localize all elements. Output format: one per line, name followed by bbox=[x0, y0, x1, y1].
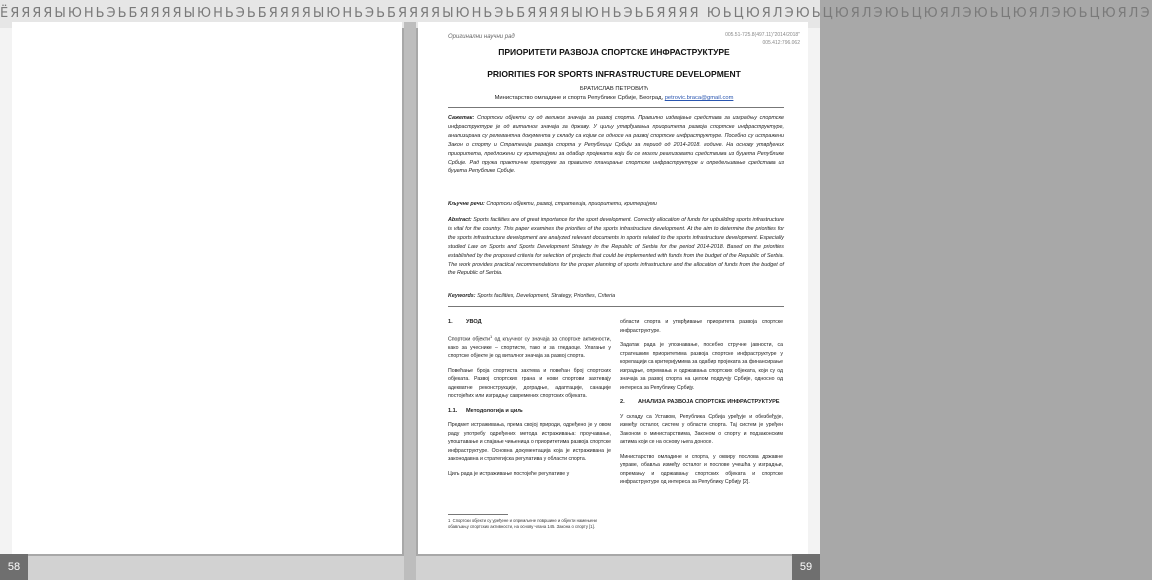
abstract-english-label: Abstract bbox=[448, 217, 470, 223]
udc-line-1: 005.51-725.8(497.11)"2014/2018" bbox=[725, 32, 800, 38]
keywords-serbian-label: Кључне речи bbox=[448, 201, 484, 207]
abstract-english: Abstract: Sports facilities are of great importance for the sport development. Correctly allocation of funds for upbuilding sports infrastructure is vital for the country. This paper examines the priorities of the sports infrastructure development. At the aim to determine the priorities for the sports infrastructure development are analyzed relevant documents in sports related to the sports infrastructure development. Especially studied Law on Sports and Sports Development Strategy in the Republic of Serbia for the period 2014-2018. Based on the priorities established by the proposed criteria for selection of projects that could be implemented with funds from the budget of the Republic of Serbia. The work provides practical recommendations for the proper planning of sports infrastructure and the allocation of funds from the budget of the Republic of Serbia. bbox=[448, 217, 784, 277]
affiliation-text: Министарство омладине и спорта Републике Србије, Београд, bbox=[494, 95, 664, 101]
paragraph: Повећање броја спортиста захтева и повећан број спортских објеката. Развој спортских грана и нови спортови захтевају адекватне реконструкције, доградње, адаптације, санације постојећих или изградњу савремених спортских објеката. bbox=[448, 367, 611, 400]
book-spine bbox=[404, 22, 416, 580]
left-page-blank bbox=[12, 22, 402, 554]
keywords-english: Keywords: Sports facilities, Development, Strategy, Priorities, Criteria bbox=[448, 293, 616, 299]
left-margin bbox=[0, 28, 12, 580]
section-2-heading: 2. АНАЛИЗА РАЗВОЈА СПОРТСКЕ ИНФРАСТРУКТУРЕ bbox=[620, 399, 780, 405]
footnote-text: Спортски објекти су уређене и опремљене површине и објекти намењени обављању спортских активности, на основу члана 145. Закона о спорту [1]. bbox=[448, 518, 597, 530]
keywords-serbian-text: Спортски објекти, развој, стратегија, приоритети, критеријуми bbox=[486, 201, 657, 207]
footnote-marker[interactable]: 1 bbox=[490, 333, 493, 339]
page-number-left: 58 bbox=[0, 554, 28, 580]
section-1-heading: 1. УВОД bbox=[448, 319, 482, 325]
paragraph: Задатак рада је упознавање, посебно стручне јавности, са стратешким приоритетима развоја спортске инфраструктуре у корелацији са критеријумима за одабир пројеката за финансирање изградње, опремања и одржавања спортских објеката, који су од значаја за развој спорта на целом подручју Србије, односно од интереса за Републику Србију. bbox=[620, 342, 783, 391]
udc-line-2: 005.412:796.062 bbox=[762, 40, 800, 46]
author-email-link[interactable]: petrovic.braca@gmail.com bbox=[664, 95, 734, 101]
author-name: БРАТИСЛАВ ПЕТРОВИЋ bbox=[579, 86, 649, 92]
abstract-bottom-rule bbox=[448, 306, 784, 307]
abstract-top-rule bbox=[448, 107, 784, 108]
abstract-serbian-label: Сажетак bbox=[448, 115, 473, 121]
footer-strip-left bbox=[28, 556, 404, 580]
title-serbian: ПРИОРИТЕТИ РАЗВОЈА СПОРТСКЕ ИНФРАСТРУКТУРЕ bbox=[498, 47, 730, 57]
paragraph: У складу са Уставом, Република Србија уређује и обезбеђује, између осталог, систем у области спорта. Тај систем је уређен Законом о министарствима, Законом о спорту и подзаконским актима који се на основу њега доносе. bbox=[620, 413, 783, 445]
subsection-1-1-heading: 1.1. Методологија и циљ bbox=[448, 407, 523, 414]
paragraph: Спортски објекти$^1$ од кључног су значаја за спортске активности, како за учеснике – спортисте, тако и за гледаоце. Улагање у спортске објекте је од виталног значаја за развој спорта. bbox=[448, 333, 611, 360]
page-number-right: 59 bbox=[792, 554, 820, 580]
abstract-serbian: Сажетак: Спортски објекти су од великог значаја за развој спорта. Правилно издвајање средстава за изградњу спортске инфраструктуре је од виталног значаја за државу. У циљу утврђивања приоритета развоја спортске инфраструктуре, анализирана су релевантна документа у складу са којим се односе на развој спортске инфраструктуре. Посебно су истражени Закон о спорту и Стратегија развоја спорта у Републици Србији за период од 2014-2018. године. На основу утврђених приоритета, предложени су критеријуми за одабир пројеката који би се могли реализовати средствима из буџета Републике Србије. Рад пружа практичне препоруке за правилно планирање спортске инфраструктуре и опредељивање средстава из буџета Републике Србије. bbox=[448, 115, 785, 175]
paragraph: Предмет истраживања, према својој природи, одређено је у овом раду употребу одређених метода истраживања: проучавање, упоштавање и спајање чињеница о приоритетима развоја спортске инфраструктуре. Основна документација која је истраживана је законодавна и стратегијска регулатива у области спорта. bbox=[448, 422, 611, 463]
footnote-number: 1 bbox=[448, 518, 451, 523]
right-margin bbox=[808, 28, 820, 580]
body-column-left bbox=[448, 318, 611, 484]
body-column-right bbox=[620, 318, 783, 493]
abstract-serbian-text: Спортски објекти су од великог значаја за развој спорта. Правилно издвајање средстава за изградњу спортске инфраструктуре је од виталног значаја за државу. У циљу утврђивања приоритета развоја спортске инфраструктуре, анализирана су релевантна документа у складу са којим се односе на развој спортске инфраструктуре. Посебно су истражени Закон о спорту и Стратегија развоја спорта у Републици Србији за период од 2014-2018. године. На основу утврђених приоритета, предложени су критеријуми за одабир пројеката који би се могли реализовати средствима из буџета Републике Србије. Рад пружа практичне препоруке за правилно планирање спортске инфраструктуре и опредељивање средстава из буџета Републике Србије. bbox=[448, 115, 785, 175]
footer-strip-right bbox=[416, 556, 792, 580]
author-affiliation bbox=[430, 95, 798, 101]
keywords-english-label: Keywords bbox=[448, 293, 474, 299]
band-pattern: ЁЯЯЯЯЫЮНЬЭЬБЯЯЯЯЫЮНЬЭЬБЯЯЯЯЫЮНЬЭЬБЯЯЯЯЫЮНЬЭЬБЯЯЯЯЫЮНЬЭЬБЯЯЯЯ ЮЬЦЮЯЛЭЮЬЦЮЯЛЭЮЬЦЮЯЛЭЮЬЦЮЯЛЭЮЬЦЮЯЛЭ bbox=[0, 6, 1152, 21]
abstract-english-text: Sports facilities are of great importance for the sport development. Correctly allocation of funds for upbuilding sports infrastructure is vital for the country. This paper examines the priorities of the sports infrastructure development. At the aim to determine the priorities for the sports infrastructure development are analyzed relevant documents in sports related to the sports infrastructure development. Especially studied Law on Sports and Sports Development Strategy in the Republic of Serbia for the period 2014-2018. Based on the priorities established by the proposed criteria for selection of projects that could be implemented with funds from the budget of the Republic of Serbia. The work provides practical recommendations for the proper planning of sports infrastructure and the allocation of funds from the budget of the Republic of Serbia. bbox=[448, 217, 784, 277]
paragraph: Циљ рада је истраживање постојеће регулативе у bbox=[448, 470, 570, 477]
udc-reference bbox=[700, 31, 800, 47]
paragraph: Министарство омладине и спорта, у оквиру послова државне управе, обавља између осталог и послове учешћа у изградњи, опремању и одржавању спортских објеката и спортске инфраструктуре од интереса за Републику Србију [2]. bbox=[620, 453, 783, 485]
footnote-rule bbox=[448, 514, 508, 515]
keywords-english-text: Sports facilities, Development, Strategy, Priorities, Criteria bbox=[477, 293, 616, 299]
footnote bbox=[448, 518, 611, 531]
paper-type-label: Оригинални научни рад bbox=[448, 34, 515, 40]
title-english: PRIORITIES FOR SPORTS INFRASTRUCTURE DEVELOPMENT bbox=[487, 69, 741, 79]
keywords-serbian: Кључне речи: Спортски објекти, развој, стратегија, приоритети, критеријуми bbox=[448, 201, 657, 207]
paragraph: области спорта и утврђивање приоритета развоја спортске инфраструктуре. bbox=[620, 319, 783, 334]
